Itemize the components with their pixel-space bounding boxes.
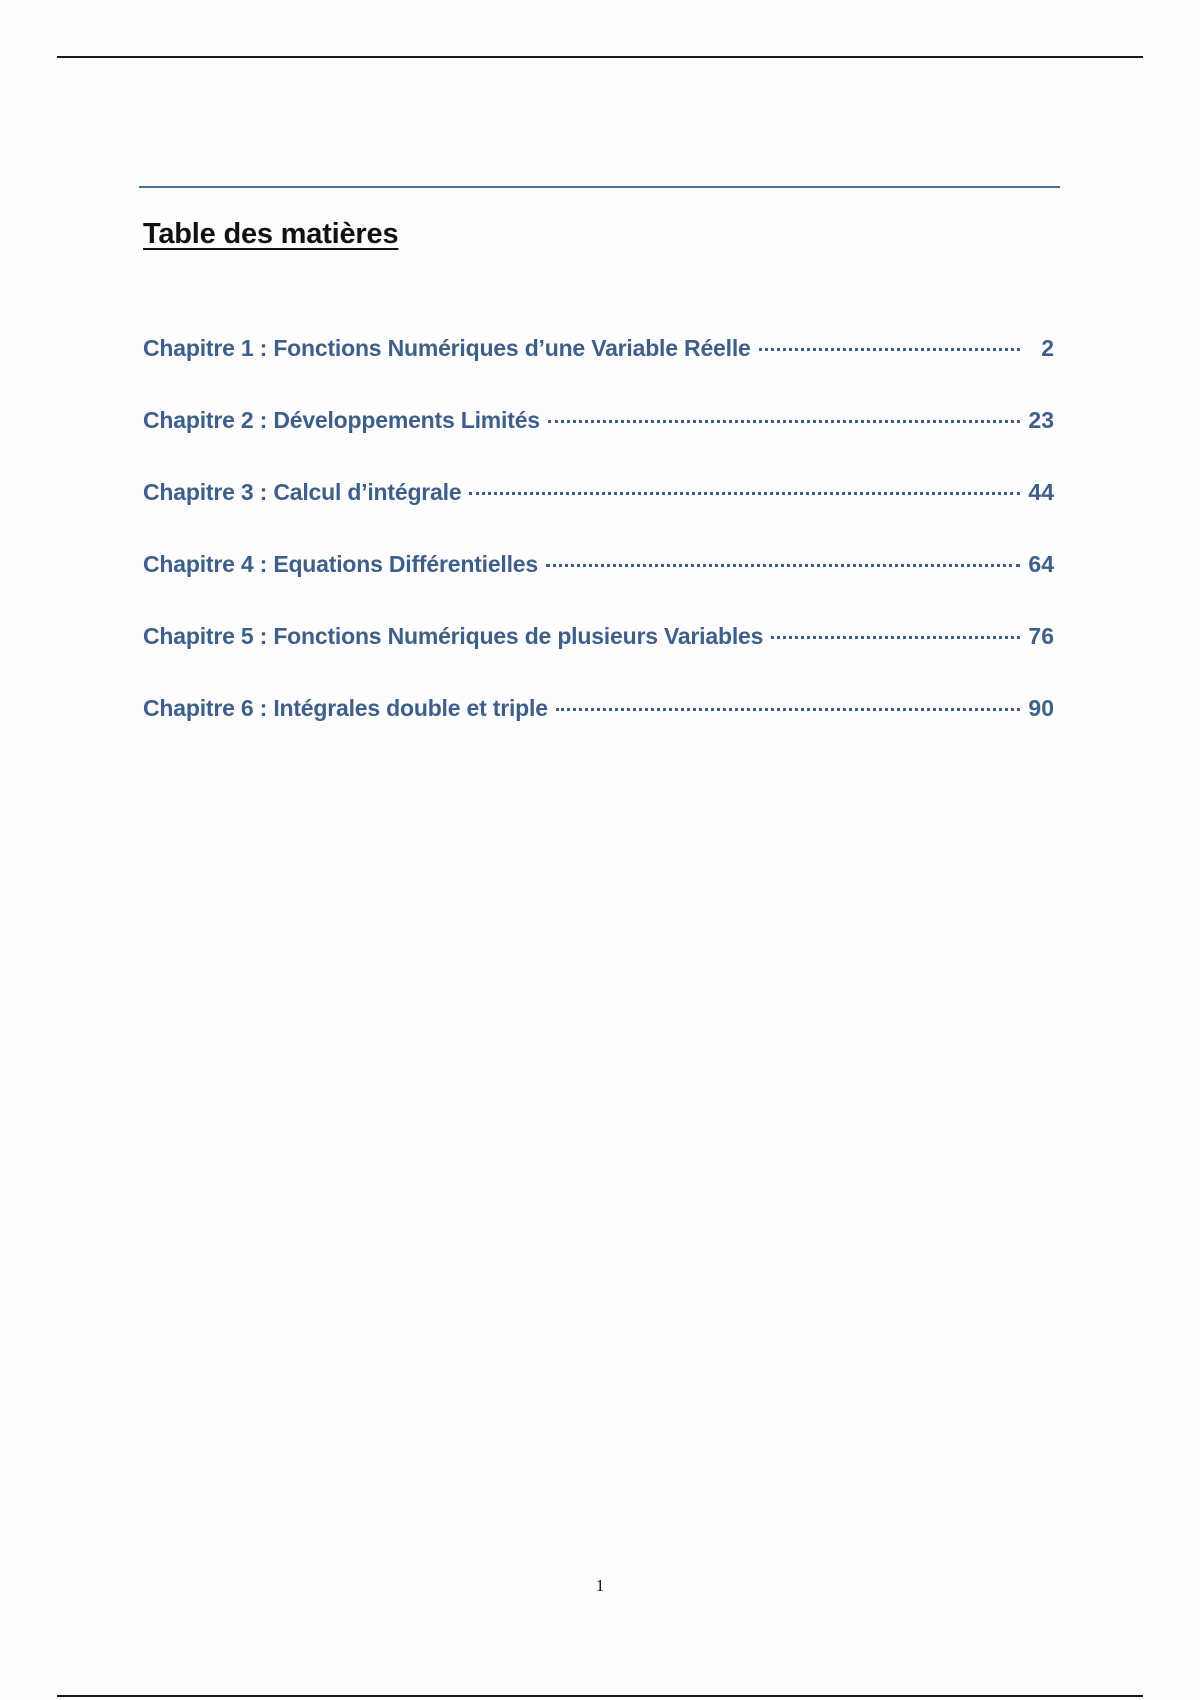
toc-entry-label: Chapitre 2 : Développements Limités <box>143 407 540 433</box>
toc-entry-chapter-5[interactable] <box>143 623 1054 659</box>
header-separator-line <box>139 186 1060 188</box>
bottom-border-line <box>57 1695 1143 1697</box>
toc-dot-leader <box>469 492 1020 495</box>
toc-entry-chapter-6[interactable] <box>143 695 1054 731</box>
toc-entry-label: Chapitre 3 : Calcul d’intégrale <box>143 479 462 505</box>
toc-entry-chapter-4[interactable] <box>143 551 1054 587</box>
toc-entry-page: 90 <box>1028 695 1054 721</box>
toc-entry-page: 2 <box>1041 335 1054 361</box>
toc-entry-chapter-2[interactable] <box>143 407 1054 443</box>
top-border-line <box>57 56 1143 58</box>
toc-title: Table des matières <box>143 218 399 250</box>
toc-entry-page: 44 <box>1028 479 1054 505</box>
toc-entry-label: Chapitre 1 : Fonctions Numériques d’une Variable Réelle <box>143 335 751 361</box>
toc-list <box>143 335 1054 767</box>
toc-dot-leader <box>556 708 1020 711</box>
toc-entry-chapter-1[interactable] <box>143 335 1054 371</box>
toc-entry-label: Chapitre 6 : Intégrales double et triple <box>143 695 548 721</box>
toc-entry-label: Chapitre 5 : Fonctions Numériques de plusieurs Variables <box>143 623 764 649</box>
toc-entry-label: Chapitre 4 : Equations Différentielles <box>143 551 538 577</box>
toc-dot-leader <box>546 564 1020 567</box>
toc-entry-chapter-3[interactable] <box>143 479 1054 515</box>
toc-dot-leader <box>548 420 1020 423</box>
toc-dot-leader <box>759 348 1020 351</box>
toc-entry-page: 76 <box>1028 623 1054 649</box>
toc-entry-page: 64 <box>1028 551 1054 577</box>
toc-entry-page: 23 <box>1028 407 1054 433</box>
page-number: 1 <box>595 1576 605 1595</box>
toc-dot-leader <box>771 636 1020 639</box>
